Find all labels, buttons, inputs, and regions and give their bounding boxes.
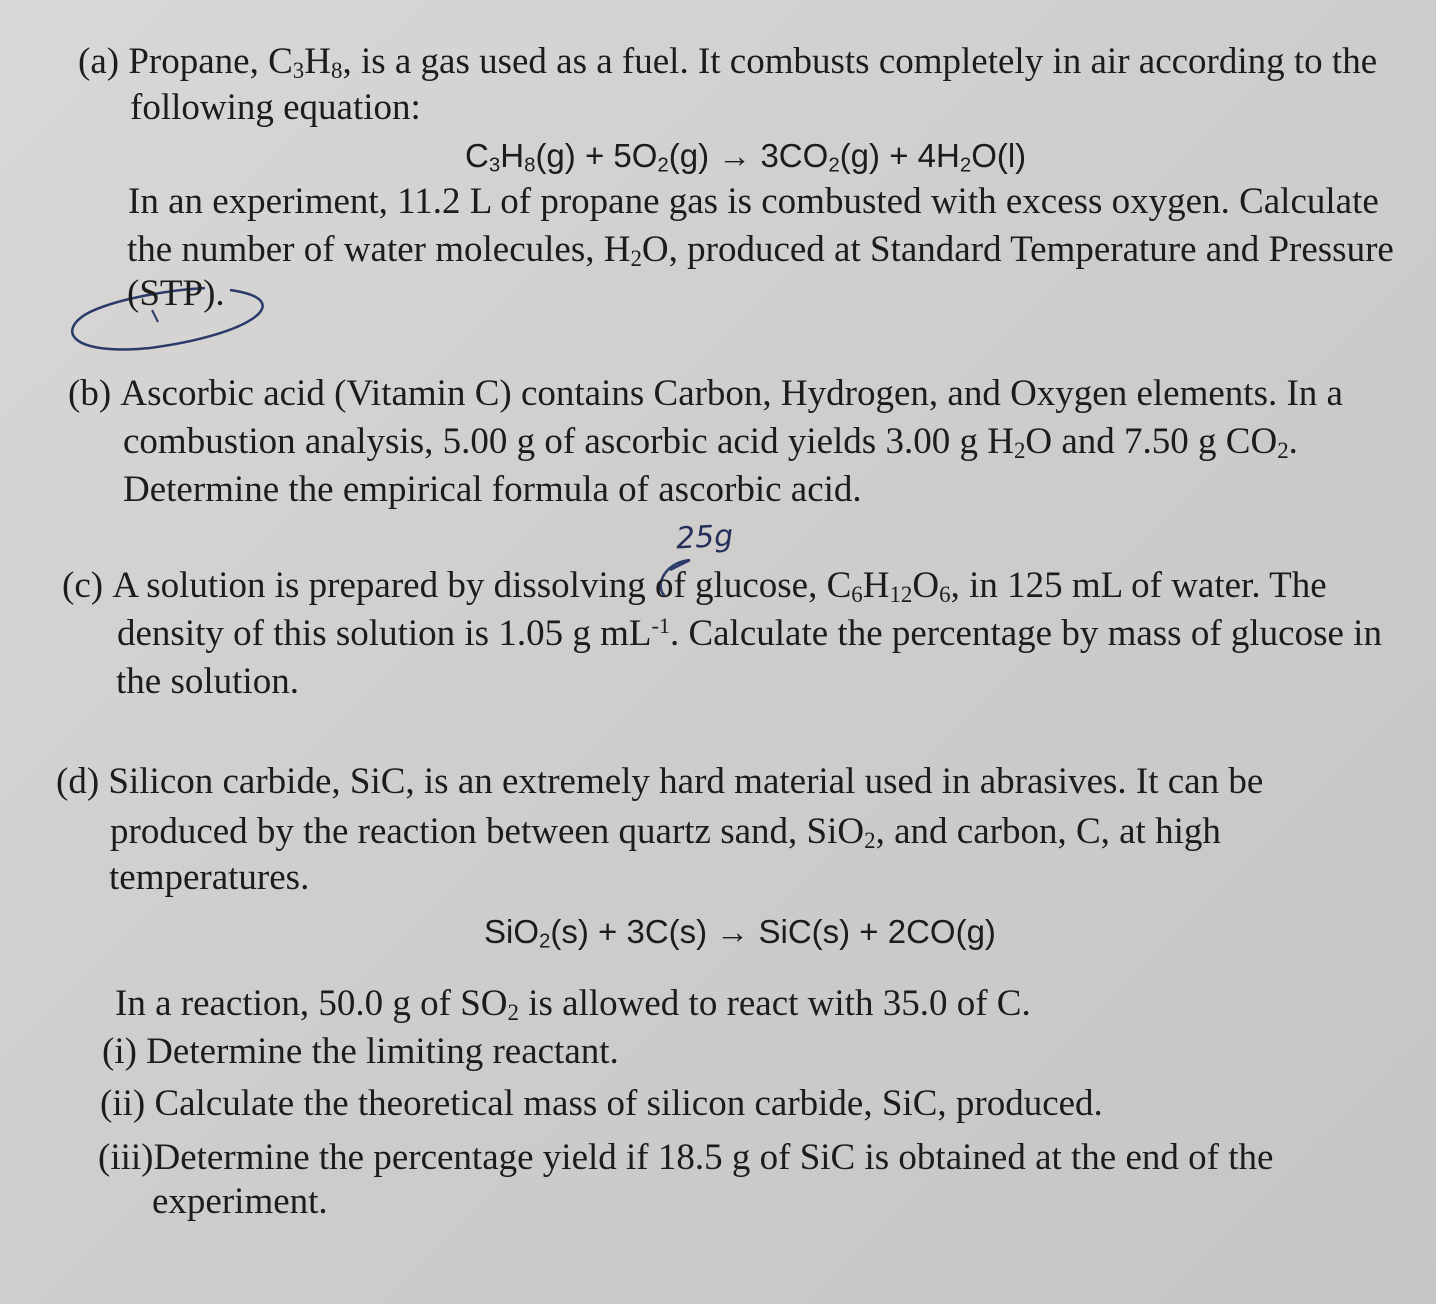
question-d-part-iii: (iii)Determine the percentage yield if 18.5 g of SiC is obtained at the end of the bbox=[98, 1137, 1274, 1178]
question-c-line-1: (c) A solution is prepared by dissolving of glucose, $C_6H_{12}O_6$, in 125 mL of water. The bbox=[62, 565, 1327, 608]
question-c-line-2: density of this solution is 1.05 g $mL^{-1}$. Calculate the percentage by mass of glucose in bbox=[117, 612, 1382, 654]
question-d-part-iii-continued: experiment. bbox=[152, 1181, 328, 1222]
question-a-line-1: (a) Propane, $C_3H_8$, is a gas used as a fuel. It combusts completely in air according to the bbox=[78, 41, 1378, 84]
question-b-line-1: (b) Ascorbic acid (Vitamin C) contains Carbon, Hydrogen, and Oxygen elements. In a bbox=[68, 373, 1343, 414]
question-d-line-1: (d) Silicon carbide, SiC, is an extremely hard material used in abrasives. It can be bbox=[56, 761, 1264, 802]
question-d-part-ii: (ii) Calculate the theoretical mass of silicon carbide, SiC, produced. bbox=[100, 1083, 1103, 1124]
question-c-line-3: the solution. bbox=[116, 661, 299, 702]
question-a-line-3: In an experiment, 11.2 L of propane gas is combusted with excess oxygen. Calculate bbox=[128, 181, 1379, 222]
question-d-line-3: temperatures. bbox=[109, 857, 310, 898]
question-d-line-2: produced by the reaction between quartz sand, SiO$_2$, and carbon, C, at high bbox=[110, 811, 1221, 854]
question-b-line-3: Determine the empirical formula of ascorbic acid. bbox=[123, 469, 862, 510]
propane-combustion-equation: $C_3H_8(g) + 5O_2(g) \to 3CO_2(g) + 4H_2O(l)$ bbox=[465, 137, 1027, 177]
silicon-carbide-equation: SiO$_2$(s) + 3C(s) → SiC(s) + 2CO(g) bbox=[484, 913, 996, 953]
handwritten-note: 25g bbox=[675, 518, 735, 557]
question-a-line-2: following equation: bbox=[130, 87, 421, 128]
question-a-line-4: the number of water molecules, $H_2O$, produced at Standard Temperature and Pressure bbox=[127, 229, 1394, 272]
question-a-line-5: (STP). bbox=[127, 273, 225, 314]
question-d-part-i: (i) Determine the limiting reactant. bbox=[102, 1031, 619, 1072]
question-b-line-2: combustion analysis, 5.00 g of ascorbic acid yields 3.00 g $H_2O$ and 7.50 g $CO_2$. bbox=[123, 421, 1298, 464]
question-d-line-4: In a reaction, 50.0 g of $SO_2$ is allowed to react with 35.0 of C. bbox=[115, 983, 1031, 1026]
